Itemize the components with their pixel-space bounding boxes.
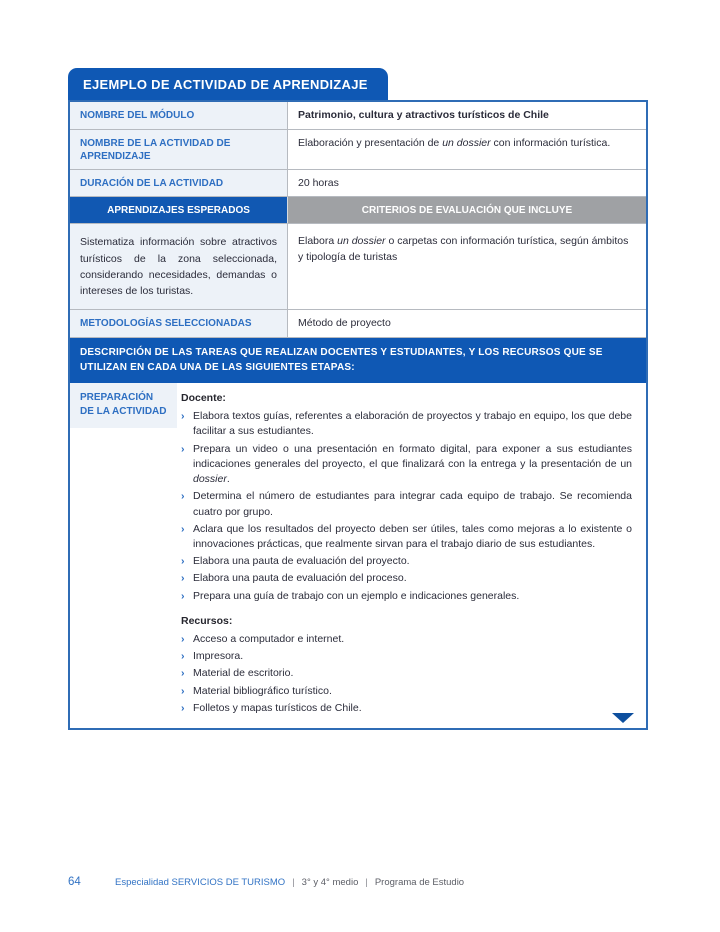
activity-name-value: Elaboración y presentación de un dossier con información turística. <box>288 130 646 169</box>
bullet-text: Elabora una pauta de evaluación del proyecto. <box>193 555 410 568</box>
footer-separator: | <box>292 877 295 888</box>
bullet-marker-icon: › <box>181 490 185 503</box>
module-row <box>70 102 646 130</box>
bullet-marker-icon: › <box>181 442 185 455</box>
learning-criteria-row <box>70 224 646 310</box>
bullet-item <box>181 571 632 586</box>
preparation-stage-row <box>70 383 646 728</box>
stage-label: PREPARACIÓN DE LA ACTIVIDAD <box>70 383 177 428</box>
bullet-item <box>181 554 632 569</box>
activity-example-document <box>68 68 648 730</box>
module-label: NOMBRE DEL MÓDULO <box>70 102 288 129</box>
duration-row <box>70 170 646 198</box>
bullet-text: Aclara que los resultados del proyecto deben ser útiles, tales como mejoras a lo existente o innovaciones prácticas, que realmente sirvan para el trabajo diario de sus estudiantes. <box>193 522 632 550</box>
bullet-text: Elabora textos guías, referentes a elaboración de proyectos y trabajo en equipo, los que debe facilitar a sus estudiantes. <box>193 410 632 438</box>
bullet-item <box>181 589 632 604</box>
bullet-text: Prepara un video o una presentación en formato digital, para exponer a sus estudiantes indicaciones generales del proyecto, el que finalizará con la entrega y la presentación de un dossier. <box>193 442 632 486</box>
footer-grade: 3° y 4° medio <box>301 877 359 888</box>
bullet-marker-icon: › <box>181 572 185 585</box>
bullet-marker-icon: › <box>181 650 185 663</box>
footer-specialty: Especialidad SERVICIOS DE TURISMO <box>115 877 286 888</box>
methodology-label: METODOLOGÍAS SELECCIONADAS <box>70 310 288 337</box>
docente-heading: Docente: <box>181 391 226 404</box>
evaluation-criteria-cell: Elabora un dossier o carpetas con información turística, según ámbitos y tipología de turistas <box>288 224 646 309</box>
bullet-marker-icon: › <box>181 589 185 602</box>
title-tab: EJEMPLO DE ACTIVIDAD DE APRENDIZAJE <box>68 68 388 100</box>
bullet-text: Acceso a computador e internet. <box>193 633 345 646</box>
bullet-text: Material de escritorio. <box>193 667 294 680</box>
bullet-marker-icon: › <box>181 633 185 646</box>
methodology-row <box>70 310 646 338</box>
activity-name-row <box>70 130 646 170</box>
description-banner: DESCRIPCIÓN DE LAS TAREAS QUE REALIZAN DOCENTES Y ESTUDIANTES, Y LOS RECURSOS QUE SE UTILIZAN EN CADA UNA DE LAS SIGUIENTES ETAPAS: <box>70 338 646 383</box>
bullet-item <box>181 442 632 488</box>
bullet-item <box>181 666 632 681</box>
module-value: Patrimonio, cultura y atractivos turísticos de Chile <box>288 102 646 129</box>
bullet-text: Elabora una pauta de evaluación del proceso. <box>193 572 407 585</box>
section-headers-row <box>70 197 646 224</box>
bullet-marker-icon: › <box>181 410 185 423</box>
bullet-marker-icon: › <box>181 701 185 714</box>
expected-learning-header: APRENDIZAJES ESPERADOS <box>70 197 288 223</box>
bullet-item <box>181 409 632 439</box>
methodology-value: Método de proyecto <box>288 310 646 337</box>
bullet-text: Folletos y mapas turísticos de Chile. <box>193 701 362 714</box>
bullet-text: Prepara una guía de trabajo con un ejemplo e indicaciones generales. <box>193 589 520 602</box>
bullet-item <box>181 522 632 552</box>
activity-name-label: NOMBRE DE LA ACTIVIDAD DE APRENDIZAJE <box>70 130 288 169</box>
recursos-heading: Recursos: <box>181 614 233 627</box>
page-number: 64 <box>68 876 81 888</box>
recursos-bullet-list <box>181 632 632 716</box>
bullet-marker-icon: › <box>181 684 185 697</box>
docente-bullet-list <box>181 409 632 604</box>
stage-label-column <box>70 383 177 728</box>
duration-value: 20 horas <box>288 170 646 197</box>
page-footer <box>68 876 668 888</box>
bullet-item <box>181 489 632 519</box>
continuation-arrow-icon <box>612 713 634 723</box>
footer-separator: | <box>365 877 368 888</box>
footer-program: Programa de Estudio <box>374 877 465 888</box>
footer-text <box>115 877 464 888</box>
bullet-item <box>181 701 632 716</box>
bullet-item <box>181 632 632 647</box>
bullet-text: Impresora. <box>193 650 244 663</box>
bullet-item <box>181 684 632 699</box>
bullet-item <box>181 649 632 664</box>
expected-learning-cell: Sistematiza información sobre atractivos turísticos de la zona seleccionada, considerando necesidades, demandas o intereses de los turistas. <box>70 224 288 309</box>
duration-label: DURACIÓN DE LA ACTIVIDAD <box>70 170 288 197</box>
activity-table <box>68 100 648 730</box>
bullet-marker-icon: › <box>181 522 185 535</box>
bullet-text: Determina el número de estudiantes para integrar cada equipo de trabajo. Se recomienda cuatro por grupo. <box>193 490 632 518</box>
evaluation-criteria-header: CRITERIOS DE EVALUACIÓN QUE INCLUYE <box>288 197 646 223</box>
stage-content <box>177 383 646 728</box>
bullet-text: Material bibliográfico turístico. <box>193 684 332 697</box>
bullet-marker-icon: › <box>181 667 185 680</box>
bullet-marker-icon: › <box>181 555 185 568</box>
